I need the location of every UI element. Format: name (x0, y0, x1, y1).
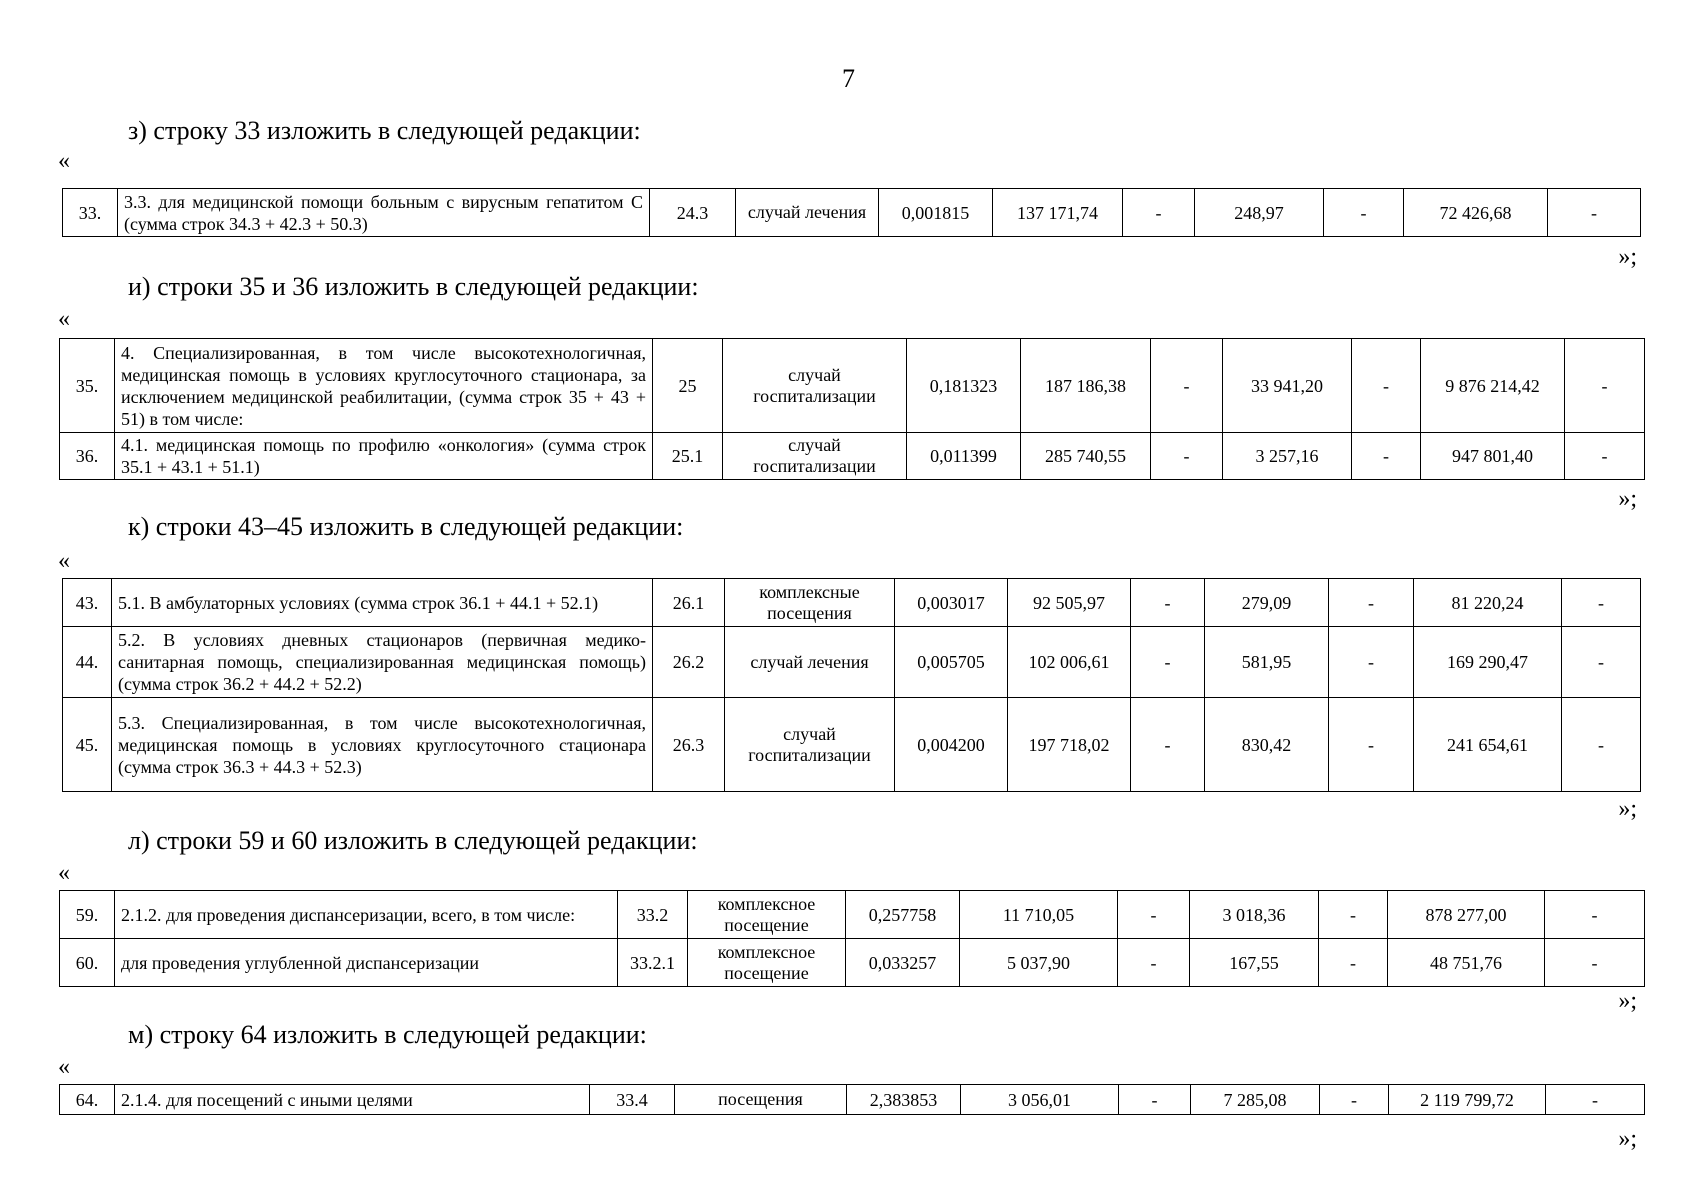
row-value: 92 505,97 (1008, 579, 1131, 627)
row-value: - (1545, 891, 1645, 939)
amendment-table (59, 338, 1645, 480)
row-value: 0,001815 (879, 189, 993, 237)
opening-quote: « (58, 1054, 70, 1080)
row-value: - (1329, 579, 1414, 627)
table-row (60, 433, 1645, 480)
row-value: 7 285,08 (1191, 1085, 1320, 1115)
row-number: 60. (60, 939, 115, 987)
row-value: 3 257,16 (1223, 433, 1352, 480)
closing-quote: »; (1618, 244, 1637, 270)
row-value: 5 037,90 (960, 939, 1118, 987)
row-value: 285 740,55 (1021, 433, 1151, 480)
table-row (63, 189, 1641, 237)
row-number: 45. (63, 698, 112, 792)
row-unit: случай госпитализации (723, 339, 907, 433)
row-value: - (1329, 698, 1414, 792)
row-value: - (1324, 189, 1404, 237)
row-value: - (1131, 579, 1205, 627)
closing-quote: »; (1618, 988, 1637, 1014)
row-number: 35. (60, 339, 115, 433)
row-value: 137 171,74 (993, 189, 1123, 237)
opening-quote: « (58, 860, 70, 886)
row-value: 197 718,02 (1008, 698, 1131, 792)
table-row (63, 627, 1641, 698)
row-value: 0,033257 (846, 939, 960, 987)
row-value: 33 941,20 (1223, 339, 1352, 433)
row-value: - (1562, 579, 1641, 627)
table-row (63, 579, 1641, 627)
row-value: 878 277,00 (1388, 891, 1545, 939)
amendment-table (59, 1084, 1645, 1115)
row-value: 0,181323 (907, 339, 1021, 433)
row-description: 2.1.4. для посещений с иными целями (115, 1085, 590, 1115)
row-number: 64. (60, 1085, 115, 1115)
row-code: 26.2 (653, 627, 725, 698)
table-row (60, 1085, 1645, 1115)
row-value: 2 119 799,72 (1389, 1085, 1546, 1115)
row-value: - (1565, 433, 1645, 480)
row-value: - (1548, 189, 1641, 237)
row-unit: комплексное посещение (688, 891, 846, 939)
row-value: 102 006,61 (1008, 627, 1131, 698)
section-heading: и) строки 35 и 36 изложить в следующей редакции: (128, 272, 699, 301)
row-description: 4. Специализированная, в том числе высокотехнологичная, медицинская помощь в условиях круглосуточного стационара, за исключением медицинской реабилитации, (сумма строк 35 + 43 + 51) в том числе: (115, 339, 653, 433)
row-unit: случай лечения (725, 627, 895, 698)
row-value: - (1562, 627, 1641, 698)
row-value: 3 018,36 (1190, 891, 1319, 939)
amendment-table (62, 578, 1641, 792)
row-value: 0,257758 (846, 891, 960, 939)
table-row (60, 891, 1645, 939)
row-unit: случай лечения (736, 189, 879, 237)
row-description: для проведения углубленной диспансеризации (115, 939, 618, 987)
row-number: 33. (63, 189, 118, 237)
row-value: - (1319, 891, 1388, 939)
row-description: 2.1.2. для проведения диспансеризации, всего, в том числе: (115, 891, 618, 939)
row-value: 11 710,05 (960, 891, 1118, 939)
row-value: 830,42 (1205, 698, 1329, 792)
row-code: 26.1 (653, 579, 725, 627)
opening-quote: « (58, 306, 70, 332)
opening-quote: « (58, 148, 70, 174)
row-value: - (1123, 189, 1195, 237)
row-value: 581,95 (1205, 627, 1329, 698)
row-value: 241 654,61 (1414, 698, 1562, 792)
row-number: 43. (63, 579, 112, 627)
row-value: - (1545, 939, 1645, 987)
row-value: - (1546, 1085, 1645, 1115)
row-description: 5.3. Специализированная, в том числе высокотехнологичная, медицинская помощь в условиях круглосуточного стационара (сумма строк 36.3 + 44.3 + 52.3) (112, 698, 653, 792)
section-heading: л) строки 59 и 60 изложить в следующей редакции: (128, 826, 698, 855)
amendment-table (62, 188, 1641, 237)
row-code: 33.4 (590, 1085, 675, 1115)
row-value: 48 751,76 (1388, 939, 1545, 987)
row-value: 72 426,68 (1404, 189, 1548, 237)
row-unit: посещения (675, 1085, 847, 1115)
row-value: 0,004200 (895, 698, 1008, 792)
row-value: - (1118, 939, 1190, 987)
amendment-table (59, 890, 1645, 987)
row-value: - (1119, 1085, 1191, 1115)
row-code: 24.3 (650, 189, 736, 237)
table-row (60, 939, 1645, 987)
page-number: 7 (842, 64, 855, 93)
row-value: 0,005705 (895, 627, 1008, 698)
row-value: - (1118, 891, 1190, 939)
row-description: 5.1. В амбулаторных условиях (сумма строк 36.1 + 44.1 + 52.1) (112, 579, 653, 627)
row-unit: случай госпитализации (723, 433, 907, 480)
row-value: - (1329, 627, 1414, 698)
row-value: - (1151, 339, 1223, 433)
closing-quote: »; (1618, 486, 1637, 512)
closing-quote: »; (1618, 796, 1637, 822)
row-value: - (1320, 1085, 1389, 1115)
row-value: - (1131, 627, 1205, 698)
row-value: - (1151, 433, 1223, 480)
row-value: - (1565, 339, 1645, 433)
row-code: 25.1 (653, 433, 723, 480)
row-value: - (1131, 698, 1205, 792)
table-row (60, 339, 1645, 433)
row-unit: случай госпитализации (725, 698, 895, 792)
row-value: 279,09 (1205, 579, 1329, 627)
row-value: 248,97 (1195, 189, 1324, 237)
row-code: 26.3 (653, 698, 725, 792)
row-value: 947 801,40 (1421, 433, 1565, 480)
row-code: 33.2 (618, 891, 688, 939)
row-unit: комплексные посещения (725, 579, 895, 627)
row-description: 3.3. для медицинской помощи больным с вирусным гепатитом С (сумма строк 34.3 + 42.3 + 50.3) (118, 189, 650, 237)
row-value: 3 056,01 (961, 1085, 1119, 1115)
row-value: 169 290,47 (1414, 627, 1562, 698)
row-number: 44. (63, 627, 112, 698)
row-value: 187 186,38 (1021, 339, 1151, 433)
section-heading: з) строку 33 изложить в следующей редакции: (128, 116, 641, 145)
row-number: 36. (60, 433, 115, 480)
row-value: 2,383853 (847, 1085, 961, 1115)
section-heading: к) строки 43–45 изложить в следующей редакции: (128, 512, 684, 541)
row-number: 59. (60, 891, 115, 939)
row-value: 81 220,24 (1414, 579, 1562, 627)
row-value: 9 876 214,42 (1421, 339, 1565, 433)
row-code: 33.2.1 (618, 939, 688, 987)
row-description: 4.1. медицинская помощь по профилю «онкология» (сумма строк 35.1 + 43.1 + 51.1) (115, 433, 653, 480)
row-value: - (1352, 339, 1421, 433)
row-value: - (1562, 698, 1641, 792)
row-value: 167,55 (1190, 939, 1319, 987)
row-value: - (1319, 939, 1388, 987)
row-unit: комплексное посещение (688, 939, 846, 987)
row-description: 5.2. В условиях дневных стационаров (первичная медико-санитарная помощь, специализированная медицинская помощь) (сумма строк 36.2 + 44.2 + 52.2) (112, 627, 653, 698)
row-code: 25 (653, 339, 723, 433)
row-value: 0,003017 (895, 579, 1008, 627)
closing-quote: »; (1618, 1126, 1637, 1152)
row-value: 0,011399 (907, 433, 1021, 480)
row-value: - (1352, 433, 1421, 480)
opening-quote: « (58, 548, 70, 574)
table-row (63, 698, 1641, 792)
section-heading: м) строку 64 изложить в следующей редакции: (128, 1020, 647, 1049)
